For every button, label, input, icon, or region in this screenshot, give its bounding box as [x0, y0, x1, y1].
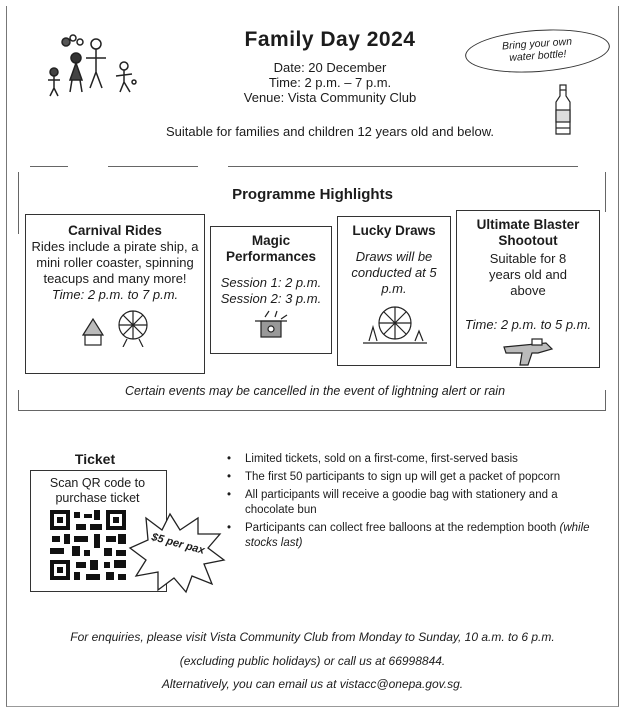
bullet-item: • All participants will receive a goodie bag with stationery and a chocolate bun	[245, 488, 605, 518]
info-bullet-list	[245, 452, 605, 554]
carnival-rides-box	[25, 214, 205, 374]
enquiry-email-line[interactable]: Alternatively, you can email us at vistacc@onepa.gov.sg.	[161, 677, 464, 691]
carnival-rides-description: Rides include a pirate ship, a mini roller coaster, spinning teacups and many more!	[31, 239, 199, 286]
magic-performances-box	[210, 226, 332, 354]
price-starburst	[128, 512, 226, 594]
programme-title: Programme Highlights	[232, 186, 393, 203]
bubble-line-1: Bring your own	[501, 35, 573, 53]
separator	[108, 166, 198, 167]
bubble-line-2: water bottle!	[508, 48, 567, 64]
ticket-price: $5 per pax	[150, 531, 206, 557]
lucky-draws-box	[337, 216, 451, 366]
carnival-rides-title: Carnival Rides	[68, 223, 162, 238]
magic-session-1: Session 1: 2 p.m.	[220, 275, 322, 290]
enquiry-line-2: (excluding public holidays) or call us at 66998844.	[179, 654, 446, 668]
enquiry-line-1: For enquiries, please visit Vista Community Club from Monday to Sunday, 10 a.m. to 6 p.m.	[70, 630, 555, 644]
magic-hat-icon	[249, 309, 293, 339]
ticket-instruction: Scan QR code to purchase ticket	[49, 476, 146, 505]
blaster-shootout-title: Ultimate Blaster Shootout	[476, 217, 580, 248]
event-time: Time: 2 p.m. – 7 p.m.	[268, 75, 392, 90]
blaster-shootout-description: Suitable for 8 years old and above	[488, 251, 568, 298]
lucky-draws-title: Lucky Draws	[352, 223, 436, 238]
magic-session-2: Session 2: 3 p.m.	[220, 291, 322, 306]
qr-code[interactable]	[50, 510, 126, 580]
carnival-icon	[75, 307, 155, 347]
magic-performances-title: Magic Performances	[226, 233, 317, 264]
carnival-rides-time: Time: 2 p.m. to 7 p.m.	[51, 287, 179, 302]
event-date: Date: 20 December	[273, 60, 387, 75]
bullet-item: • The first 50 participants to sign up will get a packet of popcorn	[245, 470, 605, 485]
event-title: Family Day 2024	[244, 28, 416, 51]
family-illustration	[40, 30, 140, 102]
ticket-title: Ticket	[74, 451, 116, 467]
separator	[18, 410, 606, 411]
separator	[30, 166, 68, 167]
lucky-draw-wheel-icon	[359, 301, 429, 345]
separator	[18, 390, 19, 410]
blaster-shootout-box	[456, 210, 600, 368]
water-blaster-icon	[498, 337, 558, 369]
bullet-item: • Limited tickets, sold on a first-come, first-served basis	[245, 452, 605, 467]
lucky-draws-description: Draws will be conducted at 5 p.m.	[351, 249, 437, 296]
separator	[18, 172, 19, 234]
cancellation-note: Certain events may be cancelled in the event of lightning alert or rain	[124, 384, 506, 398]
event-venue: Venue: Vista Community Club	[243, 90, 417, 105]
age-suitability: Suitable for families and children 12 years old and below.	[165, 124, 495, 139]
blaster-shootout-time: Time: 2 p.m. to 5 p.m.	[464, 317, 592, 332]
separator	[228, 166, 578, 167]
bullet-item: • Participants can collect free balloons at the redemption booth (while stocks last)	[245, 521, 605, 551]
